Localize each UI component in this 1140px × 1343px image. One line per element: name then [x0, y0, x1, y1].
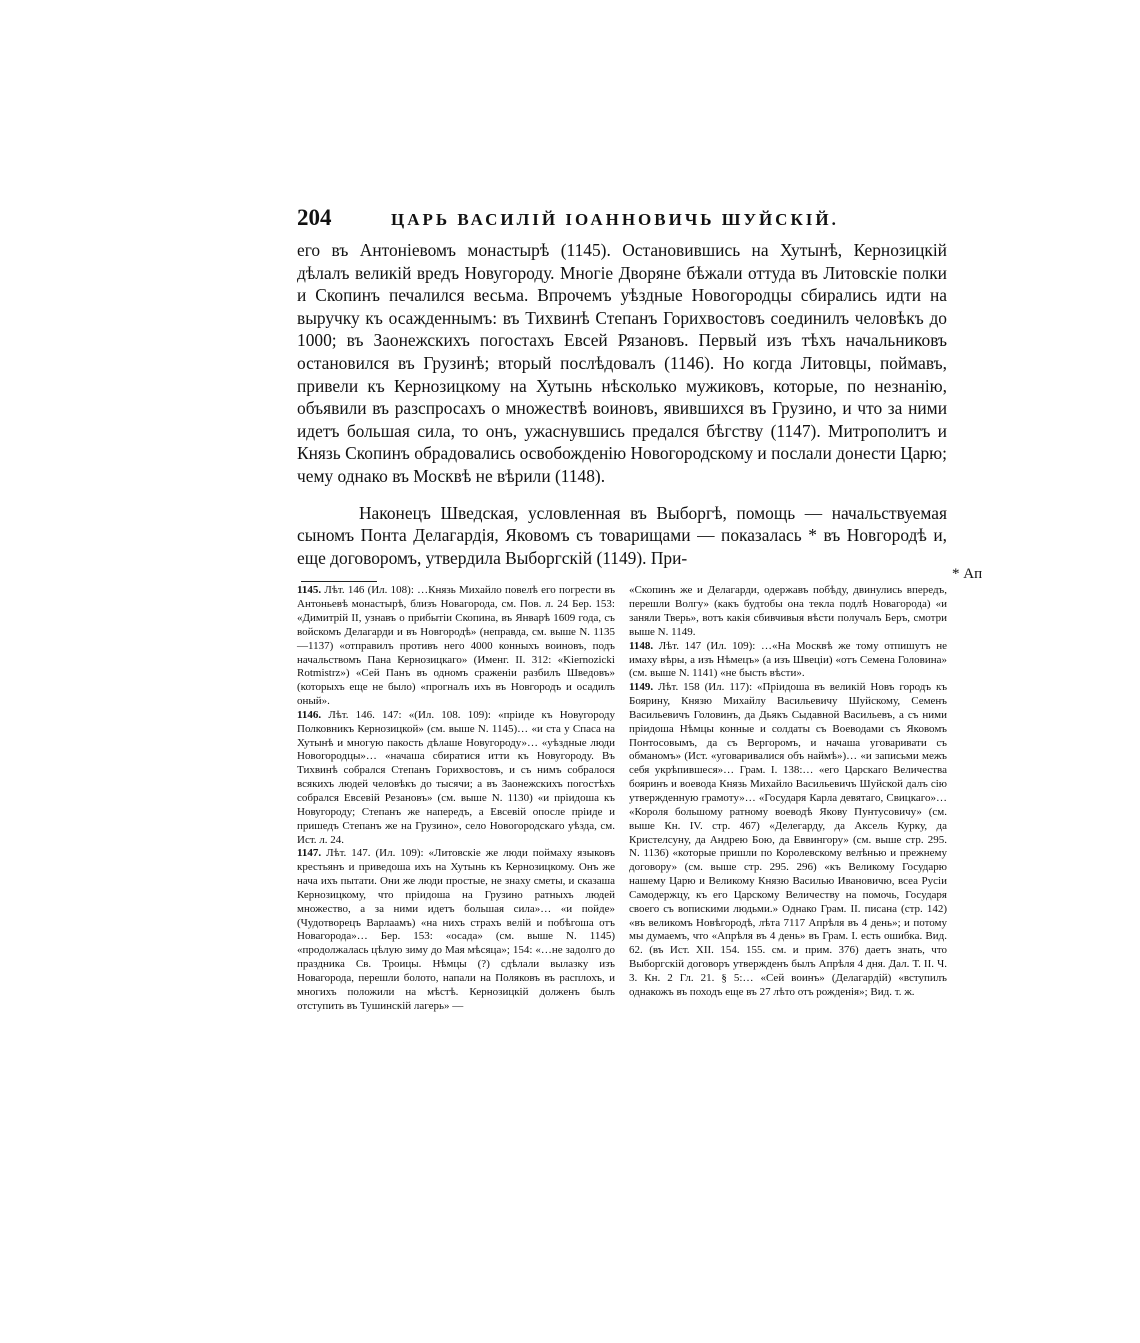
- footnote-number: 1148.: [629, 639, 654, 652]
- footnotes: [297, 584, 947, 1013]
- footnote-number: 1145.: [297, 584, 322, 597]
- footnote-number: 1147.: [297, 847, 322, 860]
- footnote: [297, 709, 615, 847]
- page-number: 204: [297, 205, 332, 230]
- margin-note: * Ап: [952, 566, 983, 582]
- footnote-text: Лѣт. 158 (Ил. 117): «Пріидоша въ великій Новъ городъ къ Боярину, Князю Михайлу Васильевичу Шуйскому, Семенъ Васильевичъ Головинъ, да Дьякъ Сыдавной Васильевъ, а съ ними пріидоша Нѣмцы конные и солдаты съ Воеводами съ Яковомъ Понтосовымъ, да съ Вергоромъ, и начаша уговаривати съ обманомъ» (Ист. «уговаривалися объ наймѣ»)… «и записьми межъ себя укрѣпившеся»… Грам. I. 138:… «его Царскаго Величества бояринъ и воевода Князь Михайло Васильевичъ Шуйской далъ сію утвержденную грамоту»… «Государя Карла девятаго, Свицкаго»… «Короля большому ратному воеводѣ Якову Пунтусовичу» (см. выше Кн. IV. стр. 467) «Делегарду, да Аксель Курку, да Кристелсуну, да Андрею Бою, да Еввингору» (см. выше стр. 295. N. 1136) «которые пришли по Королевскому велѣнью и прежнему договору» (см. выше стр. 295. 296) «къ Великому Государю нашему Царю и Великому Князю Василью Ивановичю, всеа Русіи Самодержцу, къ его Царскому Величеству на помочь, Государя своего съ вопискими людьми.» Однако Грам. II. писана (стр. 142) «въ великомъ Новѣгородѣ, лѣта 7117 Апрѣля въ 4 день»; и потому мы думаемъ, что «Апрѣля въ 4 день» въ Грам. I. есть ошибка. Вид. 62. (въ Ист. XII. 154. 155. см. и прим. 376) даетъ знать, что Выборгскій договоръ утвержденъ былъ Апрѣля 4 дня. Дал. Т. II. Ч. 3. Кн. 2 Гл. 21. § 5:… «Сей воинъ» (Делагардій) «вступилъ однакожъ въ походъ еще въ 27 лѣто отъ рожденія»; Вид. т. ж.: [629, 681, 948, 998]
- footnote-text: Лѣт. 146 (Ил. 108): …Князь Михайло повелѣ его погрести въ Антоньевѣ монастырѣ, близъ Новагорода, см. Пов. л. 24 Бер. 153: «Димитрій II, узнавъ о прибытіи Скопина, въ Январѣ 1609 года, съ войскомъ Делагарди и въ Новгородѣ» (неправда, см. выше N. 1135—1137) «отправилъ противъ него 4000 конныхъ воиновъ, подъ начальствомъ Пана Кернозицкаго» (Именг. II. 312: «Kiernozicki Rotmistrz») «Сей Панъ въ одномъ сраженіи разбилъ Шведовъ» (которыхъ еще не было) «прогналъ ихъ въ Новгородъ и осадилъ оный».: [297, 584, 616, 708]
- paragraph: его въ Антоніевомъ монастырѣ (1145). Остановившись на Хутынѣ, Кернозицкій дѣлалъ великій вредъ Новугороду. Многіе Дворяне бѣжали оттуда въ Литовскіе полки и Скопинъ печалился весьма. Впрочемъ уѣздные Новогородцы сбирались идти на выручку къ осажденнымъ: въ Тихвинѣ Степанъ Горихвостовъ соединилъ человѣкъ до 1000; въ Заонежскихъ погостахъ Евсей Рязановъ. Первый изъ тѣхъ начальниковъ остановился въ Грузинѣ; вторый послѣдовалъ (1146). Но когда Литовцы, поймавъ, привели къ Кернозицкому на Хутынь нѣсколько мужиковъ, которые, по незнанію, объявили въ разспросахъ о множествѣ воиновъ, явившихся въ Грузино, и что за ними идетъ большая сила, то онъ, ужаснувшись предался бѣгству (1147). Митрополитъ и Князь Скопинъ обрадовались освобожденію Новогородскому и послали донести Царю; чему однако въ Москвѣ не вѣрили (1148).: [297, 240, 947, 486]
- book-page: [297, 205, 947, 1013]
- footnote: [629, 640, 947, 682]
- footnote-text: «Скопинъ же и Делагарди, одержавъ побѣду, двинулись впередъ, перешли Волгу» (какъ будтобы она текла подлѣ Новагорода) «и заняли Тверь», вотъ какія сбивчивыя вѣсти получалъ Беръ, смотри выше N. 1149.: [629, 584, 947, 638]
- footnote-text: Лѣт. 147. (Ил. 109): «Литовскіе же люди поймаху языковъ крестьянъ и приведоша ихъ на Хутынь къ Кернозицкому. Онъ же нача ихъ пытати. Они же люди простые, не знаху сметы, и сказаша Кернозицкому, что пріидоша на Грузино ратныхъ людей множество, а за ними идетъ большая сила»… «и пойде» (Чудотворецъ Варлаамъ) «на нихъ страхъ велій и побѣгоша отъ Новагорода»… Бер. 153: «осада» (см. выше N. 1145) «продолжалась цѣлую зиму до Мая мѣсяца»; 154: «…не задолго до праздника Св. Троицы. Нѣмцы (?) сдѣлали вылазку изъ Новагорода, перешли болото, напали на Поляковъ въ расплохъ, и многихъ положили на мѣстѣ. Кернозицкій долженъ былъ отступить въ Тушинскій лагерь» —: [297, 847, 615, 1012]
- footnote-number: 1149.: [629, 681, 654, 694]
- footnote: [297, 847, 615, 1013]
- footnote-text: Лѣт. 146. 147: «(Ил. 108. 109): «пріиде къ Новугороду Полковникъ Кернозицкой» (см. выше N. 1145)… «и ста у Спаса на Хутынѣ и многую пакость дѣлаше Новугороду»… «уѣздные люди Новогородцы»… «начаша сбиратися итти къ Новугороду. Въ Тихвинѣ собрался Степанъ Горихвостовъ, и съ нимъ собралося всякихъ людей человѣкъ до тысячи; а въ Заонежскихъ погостѣхъ собрался Евсевій Резановъ» (см. выше N. 1130) «и пріидоша къ Новугороду; Степанъ же напередъ, а Евсевій опосле пріиде и пришедъ Степанъ же на Грузино», село Новогородскаго уѣзда, см. Ист. л. 24.: [297, 708, 616, 846]
- footnote: [297, 584, 615, 709]
- footnotes-left-column: [297, 584, 615, 1013]
- footnotes-right-column: [629, 584, 947, 1013]
- page-header: [297, 205, 947, 239]
- footnote-rule: [301, 581, 377, 582]
- running-title: ЦАРЬ ВАСИЛІЙ ІОАННОВИЧЬ ШУЙСКІЙ.: [391, 210, 839, 229]
- footnote: [629, 681, 947, 999]
- footnote: [629, 584, 947, 639]
- footnote-text: Лѣт. 147 (Ил. 109): …«На Москвѣ же тому отпишутъ не имаху вѣры, а изъ Нѣмецъ» (а изъ Швеціи) «отъ Семена Головина» (см. выше N. 1141) «не бысть вѣсти».: [629, 639, 947, 680]
- main-text: [297, 239, 947, 569]
- footnote-number: 1146.: [297, 708, 322, 721]
- paragraph: Наконецъ Шведская, условленная въ Выборгѣ, помощь — начальствуемая сыномъ Понта Делагардія, Яковомъ съ товарищами — показалась * въ Новгородѣ и, еще договоромъ, утвердила Выборгскій (1149). При-: [297, 502, 947, 568]
